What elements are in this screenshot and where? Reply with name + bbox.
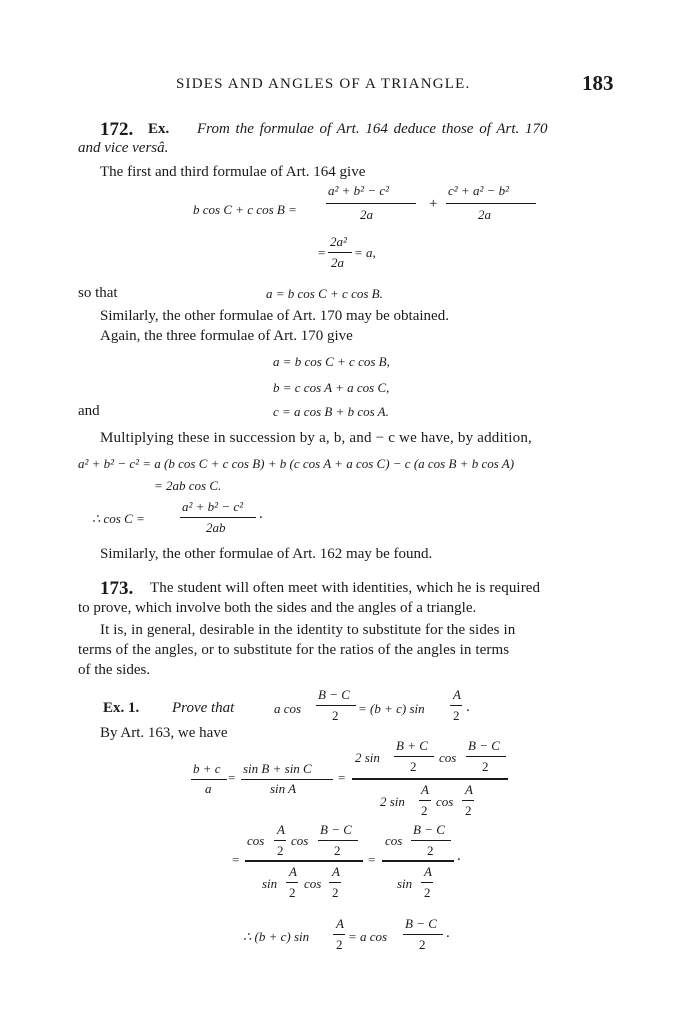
fraction-numerator: B − C bbox=[468, 738, 500, 753]
fraction-denominator: 2 bbox=[419, 937, 426, 952]
denominator-part: sin bbox=[397, 876, 413, 891]
equals-sign: = bbox=[338, 770, 346, 785]
fraction-denominator: 2 bbox=[453, 708, 460, 723]
fraction-bar bbox=[328, 252, 352, 253]
equation: a = b cos C + c cos B. bbox=[266, 286, 383, 301]
fraction-numerator: B − C bbox=[320, 822, 352, 837]
article-173-number: 173. bbox=[100, 578, 134, 599]
text-line: Multiplying these in succession by a, b, and − c we have, by addition, bbox=[100, 430, 532, 446]
page-number: 183 bbox=[582, 71, 614, 95]
period: . bbox=[446, 925, 450, 941]
fraction-denominator: a bbox=[205, 781, 212, 796]
fraction-bar bbox=[411, 840, 451, 841]
equation-part: a cos bbox=[274, 701, 302, 716]
fraction-bar bbox=[274, 840, 286, 841]
therefore-lhs: ∴ cos C = bbox=[92, 511, 145, 526]
text-line: Again, the three formulae of Art. 170 give bbox=[100, 328, 353, 344]
formula-1: a = b cos C + c cos B, bbox=[273, 354, 390, 369]
fraction-bar bbox=[326, 203, 416, 204]
period: . bbox=[466, 699, 470, 715]
fraction-denominator: 2 bbox=[465, 803, 472, 818]
fraction-denominator: 2 bbox=[424, 885, 431, 900]
prove-label: Prove that bbox=[172, 700, 235, 716]
fraction-denominator: 2a bbox=[360, 207, 373, 222]
fraction-numerator: B − C bbox=[405, 916, 437, 931]
example-label: Ex. 1. bbox=[103, 700, 140, 716]
text-and: and bbox=[78, 403, 100, 419]
equals-sign: = bbox=[368, 852, 376, 867]
fraction-numerator: 2a² bbox=[330, 234, 347, 249]
fraction-bar bbox=[318, 840, 358, 841]
equation-part: = (b + c) sin bbox=[358, 701, 425, 716]
running-header: SIDES AND ANGLES OF A TRIANGLE. bbox=[176, 76, 471, 92]
main-fraction-bar bbox=[245, 860, 363, 862]
fraction-denominator: 2 bbox=[410, 759, 417, 774]
numerator-part: cos bbox=[291, 833, 309, 848]
fraction-bar bbox=[462, 800, 474, 801]
fraction-numerator: A bbox=[332, 864, 340, 879]
fraction-bar bbox=[419, 800, 431, 801]
fraction-denominator: sin A bbox=[270, 781, 297, 796]
article-172-number: 172. bbox=[100, 119, 134, 140]
fraction-bar bbox=[316, 705, 356, 706]
fraction-denominator: 2a bbox=[331, 255, 344, 270]
fraction-numerator: A bbox=[453, 687, 461, 702]
fraction-bar bbox=[403, 934, 443, 935]
fraction-denominator: 2 bbox=[277, 843, 284, 858]
fraction-numerator: A bbox=[277, 822, 285, 837]
denominator-part: 2 sin bbox=[380, 794, 405, 809]
fraction-bar bbox=[333, 934, 345, 935]
fraction-numerator: B − C bbox=[413, 822, 445, 837]
fraction-bar bbox=[446, 203, 536, 204]
example-label: Ex. bbox=[148, 121, 170, 137]
equation-part: = a cos bbox=[348, 929, 388, 944]
text-line: The first and third formulae of Art. 164 give bbox=[100, 164, 366, 180]
fraction-denominator: 2a bbox=[478, 207, 491, 222]
fraction-numerator: b + c bbox=[193, 761, 221, 776]
fraction-numerator: A bbox=[336, 916, 344, 931]
equation: = 2ab cos C. bbox=[154, 478, 222, 493]
fraction-denominator: 2 bbox=[427, 843, 434, 858]
text-line: It is, in general, desirable in the identity to substitute for the sides in bbox=[100, 622, 516, 638]
main-fraction-bar bbox=[382, 860, 454, 862]
denominator-part: cos bbox=[304, 876, 322, 891]
numerator-part: cos bbox=[247, 833, 265, 848]
fraction-denominator: 2 bbox=[332, 708, 339, 723]
text-line: terms of the angles, or to substitute for the ratios of the angles in terms bbox=[78, 642, 510, 658]
fraction-denominator: 2ab bbox=[206, 520, 226, 535]
fraction-denominator: 2 bbox=[482, 759, 489, 774]
fraction-bar bbox=[329, 882, 341, 883]
fraction-denominator: 2 bbox=[421, 803, 428, 818]
equation-rhs: = a, bbox=[354, 245, 376, 260]
period: . bbox=[457, 848, 461, 864]
fraction-numerator: sin B + sin C bbox=[243, 761, 312, 776]
equals-sign: = bbox=[318, 245, 326, 260]
fraction-denominator: 2 bbox=[336, 937, 343, 952]
fraction-numerator: B − C bbox=[318, 687, 350, 702]
numerator-part: cos bbox=[385, 833, 403, 848]
fraction-numerator: a² + b² − c² bbox=[328, 183, 390, 198]
equals-sign: = bbox=[232, 852, 240, 867]
fraction-numerator: a² + b² − c² bbox=[182, 499, 244, 514]
denominator-part: cos bbox=[436, 794, 454, 809]
text-so-that: so that bbox=[78, 285, 118, 301]
formula-2: b = c cos A + a cos C, bbox=[273, 380, 390, 395]
text-line: Similarly, the other formulae of Art. 162 may be found. bbox=[100, 546, 433, 562]
fraction-numerator: c² + a² − b² bbox=[448, 183, 510, 198]
exercise-prompt-cont: and vice versâ. bbox=[78, 140, 169, 156]
text-line: to prove, which involve both the sides and the angles of a triangle. bbox=[78, 600, 477, 616]
numerator-part: cos bbox=[439, 750, 457, 765]
fraction-bar bbox=[394, 756, 434, 757]
fraction-denominator: 2 bbox=[334, 843, 341, 858]
numerator-part: 2 sin bbox=[355, 750, 380, 765]
equation-long: a² + b² − c² = a (b cos C + c cos B) + b (c cos A + a cos C) − c (a cos B + b cos A) bbox=[78, 456, 515, 471]
fraction-numerator: A bbox=[289, 864, 297, 879]
fraction-bar bbox=[286, 882, 298, 883]
fraction-numerator: A bbox=[424, 864, 432, 879]
fraction-denominator: 2 bbox=[332, 885, 339, 900]
therefore-lhs: ∴ (b + c) sin bbox=[243, 929, 310, 944]
main-fraction-bar bbox=[352, 778, 508, 780]
fraction-bar bbox=[450, 705, 462, 706]
fraction-bar bbox=[421, 882, 433, 883]
period: . bbox=[259, 506, 263, 522]
text-line: of the sides. bbox=[78, 662, 151, 678]
fraction-bar bbox=[466, 756, 506, 757]
fraction-denominator: 2 bbox=[289, 885, 296, 900]
text-line: Similarly, the other formulae of Art. 170 may be obtained. bbox=[100, 308, 449, 324]
fraction-bar bbox=[191, 779, 227, 780]
fraction-numerator: B + C bbox=[396, 738, 428, 753]
equation-lhs: b cos C + c cos B = bbox=[193, 202, 297, 217]
fraction-bar bbox=[241, 779, 333, 780]
fraction-numerator: A bbox=[421, 782, 429, 797]
equals-sign: = bbox=[228, 770, 236, 785]
fraction-numerator: A bbox=[465, 782, 473, 797]
exercise-prompt: From the formulae of Art. 164 deduce those of Art. 170 bbox=[197, 121, 548, 137]
denominator-part: sin bbox=[262, 876, 278, 891]
text-line: By Art. 163, we have bbox=[100, 725, 228, 741]
fraction-bar bbox=[180, 517, 256, 518]
plus-sign: + bbox=[429, 196, 438, 212]
text-line: The student will often meet with identities, which he is required bbox=[150, 580, 541, 596]
formula-3: c = a cos B + b cos A. bbox=[273, 404, 389, 419]
